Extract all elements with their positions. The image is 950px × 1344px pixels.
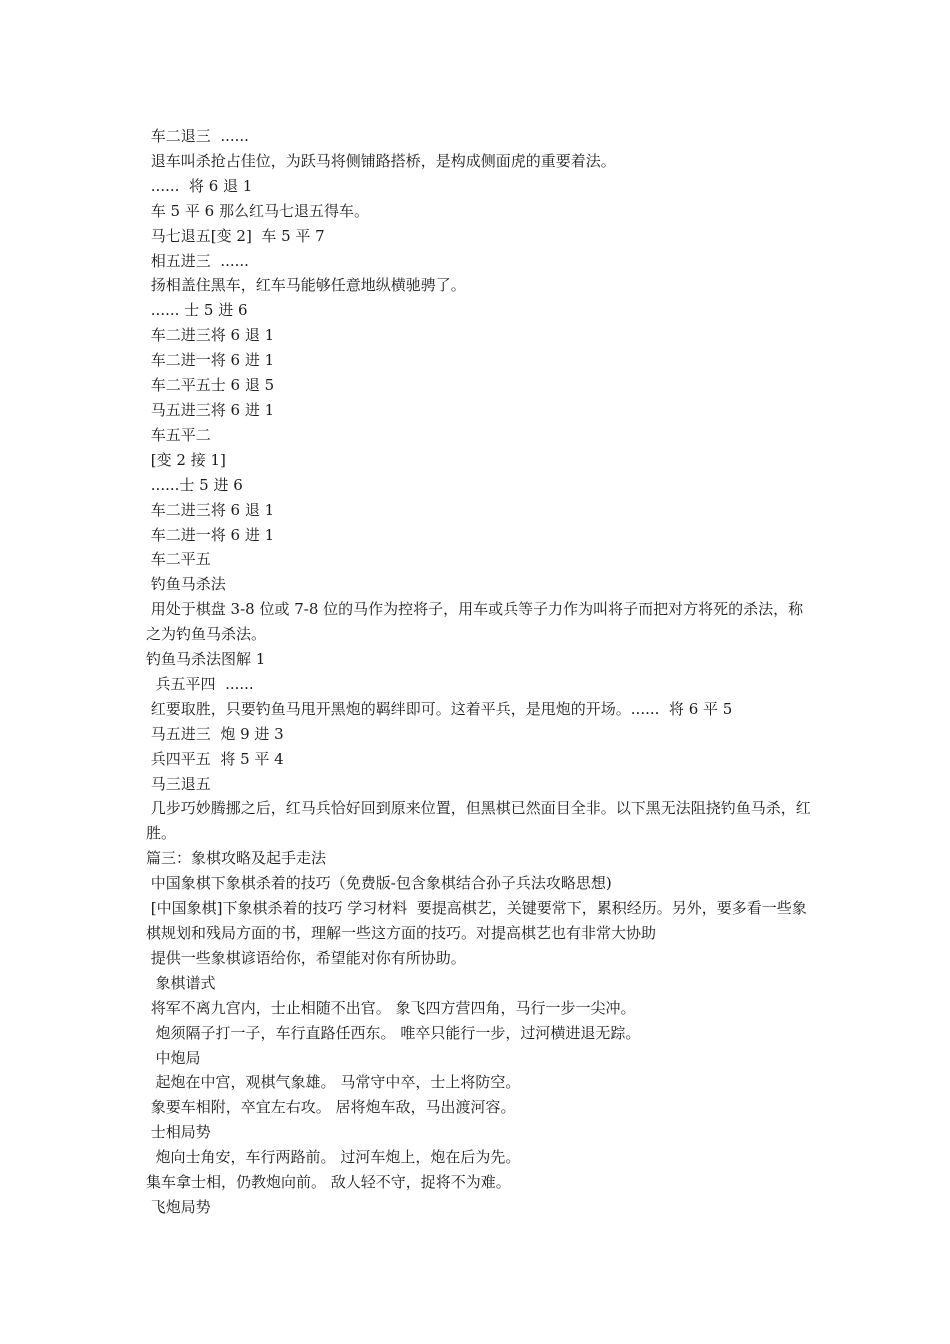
verse-line: 象要车相附，卒宜左右攻。 居将炮车敌，马出渡河容。 xyxy=(146,1098,516,1117)
text-line: 车二平五士 6 退 5 xyxy=(146,376,275,395)
text-line: ...... 士 5 进 6 xyxy=(146,301,248,320)
text-line: 车二进一将 6 进 1 xyxy=(146,525,275,544)
text-line: 马五进三将 6 进 1 xyxy=(146,400,275,419)
section-heading: 中炮局 xyxy=(146,1048,201,1067)
verse-line: 将军不离九宫内，士止相随不出官。 象飞四方营四角，马行一步一尖冲。 xyxy=(146,998,636,1017)
text-line: 兵四平五 将 5 平 4 xyxy=(146,749,284,768)
text-line: ......士 5 进 6 xyxy=(146,475,243,494)
section-heading: 士相局势 xyxy=(146,1123,211,1142)
text-line: 相五进三 ...... xyxy=(146,251,249,270)
text-line: 车二退三 ...... xyxy=(146,127,249,145)
text-line: ...... 将 6 退 1 xyxy=(146,176,253,195)
paragraph: 红要取胜，只要钓鱼马甩开黑炮的羁绊即可。这着平兵，是甩炮的开场。...... 将 6 平 5 xyxy=(146,699,733,718)
verse-line: 起炮在中宫，观棋气象雄。 马常守中卒，士上将防空。 xyxy=(146,1073,521,1092)
text-line: 车五平二 xyxy=(146,425,211,444)
section-heading: 飞炮局势 xyxy=(146,1197,211,1216)
verse-line: 炮须隔子打一子，车行直路任西东。 唯卒只能行一步，过河横进退无踪。 xyxy=(146,1023,641,1042)
text-line: 扬相盖住黑车，红车马能够任意地纵横驰骋了。 xyxy=(146,276,466,295)
text-line: 车二进三将 6 退 1 xyxy=(146,500,275,519)
article-title: 中国象棋下象棋杀着的技巧（免费版-包含象棋结合孙子兵法攻略思想) xyxy=(146,874,612,893)
paragraph: 用处于棋盘 3-8 位或 7-8 位的马作为控将子，用车或兵等子力作为叫将子而把对方将死的杀法，称之为钓鱼马杀法。 xyxy=(146,600,804,644)
text-line: 马七退五[变 2] 车 5 平 7 xyxy=(146,226,325,245)
text-line: 退车叫杀抢占佳位，为跃马将侧铺路搭桥，是构成侧面虎的重要着法。 xyxy=(146,151,616,170)
text-line: 提供一些象棋谚语给你，希望能对你有所协助。 xyxy=(146,948,466,967)
text-line: 车二进一将 6 进 1 xyxy=(146,351,275,370)
verse-line: 炮向士角安，车行两路前。 过河车炮上，炮在后为先。 xyxy=(146,1148,521,1167)
text-line: 车二进三将 6 退 1 xyxy=(146,326,275,345)
text-line: [变 2 接 1] xyxy=(146,450,226,469)
section-heading: 象棋谱式 xyxy=(146,973,216,992)
text-line: 车二平五 xyxy=(146,550,211,569)
text-line: 马三退五 xyxy=(146,774,211,793)
text-line: 车 5 平 6 那么红马七退五得车。 xyxy=(146,201,369,220)
text-line: 兵五平四 ...... xyxy=(146,674,254,693)
text-line: 马五进三 炮 9 进 3 xyxy=(146,724,284,743)
document-body xyxy=(146,124,816,1220)
paragraph: 几步巧妙腾挪之后，红马兵恰好回到原来位置，但黑棋已然面目全非。以下黑无法阻挠钓鱼马杀，红胜。 xyxy=(146,799,811,843)
verse-line: 集车拿士相，仍教炮向前。 敌人轻不守，捉将不为难。 xyxy=(146,1173,511,1192)
paragraph: [中国象棋]下象棋杀着的技巧 学习材料 要提高棋艺，关键要常下，累积经历。另外，要多看一些象棋规划和残局方面的书，理解一些这方面的技巧。对提高棋艺也有非常大协助 xyxy=(146,899,807,942)
section-heading: 钓鱼马杀法 xyxy=(146,575,226,594)
chapter-heading: 篇三：象棋攻略及起手走法 xyxy=(146,849,327,868)
diagram-caption: 钓鱼马杀法图解 1 xyxy=(146,650,266,669)
